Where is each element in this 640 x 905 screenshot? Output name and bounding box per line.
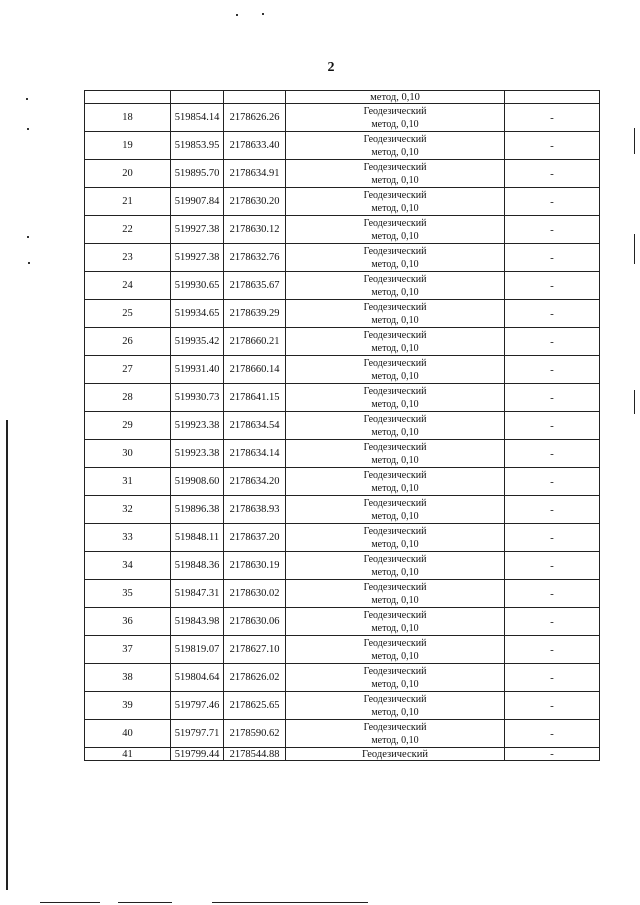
table-row <box>85 524 600 552</box>
cell-method <box>286 692 505 720</box>
method-line: Геодезический <box>363 301 427 313</box>
table-row <box>85 440 600 468</box>
method-line: Геодезический <box>363 189 427 201</box>
accuracy-line: метод, 0,10 <box>371 538 419 550</box>
cell-extra: - <box>505 440 600 468</box>
cell-x: 519896.38 <box>171 496 224 524</box>
cell-num: 29 <box>85 412 171 440</box>
method-line: Геодезический <box>363 469 427 481</box>
cell-num: 38 <box>85 664 171 692</box>
cell-y: 2178638.93 <box>224 496 286 524</box>
cell-extra: - <box>505 496 600 524</box>
method-line: Геодезический <box>363 133 427 145</box>
table-row <box>85 468 600 496</box>
method-line: Геодезический <box>363 217 427 229</box>
scan-edge-left <box>6 420 8 890</box>
accuracy-line: метод, 0,10 <box>371 510 419 522</box>
cell-extra: - <box>505 216 600 244</box>
accuracy-line: метод, 0,10 <box>371 118 419 130</box>
method-line: Геодезический <box>363 105 427 117</box>
accuracy-line: метод, 0,10 <box>371 678 419 690</box>
cell-method <box>286 216 505 244</box>
scan-edge-right <box>634 234 635 264</box>
accuracy-line: метод, 0,10 <box>371 398 419 410</box>
cell-y: 2178630.12 <box>224 216 286 244</box>
cell-x <box>171 91 224 104</box>
table-row <box>85 244 600 272</box>
accuracy-line: метод, 0,10 <box>371 146 419 158</box>
table-row <box>85 608 600 636</box>
cell-extra: - <box>505 580 600 608</box>
cell-num: 25 <box>85 300 171 328</box>
cell-num: 28 <box>85 384 171 412</box>
cell-y: 2178630.02 <box>224 580 286 608</box>
cell-x: 519847.31 <box>171 580 224 608</box>
table-row <box>85 300 600 328</box>
cell-y: 2178633.40 <box>224 132 286 160</box>
cell-x: 519895.70 <box>171 160 224 188</box>
coordinates-table-body <box>85 91 600 761</box>
cell-num: 40 <box>85 720 171 748</box>
cell-y: 2178639.29 <box>224 300 286 328</box>
cell-method <box>286 104 505 132</box>
method-line: Геодезический <box>363 553 427 565</box>
cell-x: 519799.44 <box>171 748 224 761</box>
cell-method <box>286 328 505 356</box>
cell-num: 37 <box>85 636 171 664</box>
cell-x: 519907.84 <box>171 188 224 216</box>
accuracy-line: метод, 0,10 <box>371 174 419 186</box>
method-line: Геодезический <box>363 441 427 453</box>
cell-method <box>286 664 505 692</box>
cell-num: 33 <box>85 524 171 552</box>
cell-num: 36 <box>85 608 171 636</box>
cell-num: 21 <box>85 188 171 216</box>
cell-num: 18 <box>85 104 171 132</box>
accuracy-line: метод, 0,10 <box>371 706 419 718</box>
cell-num: 24 <box>85 272 171 300</box>
accuracy-line: метод, 0,10 <box>371 566 419 578</box>
cell-y: 2178641.15 <box>224 384 286 412</box>
table-row <box>85 104 600 132</box>
table-row <box>85 720 600 748</box>
cell-num: 20 <box>85 160 171 188</box>
cell-num: 23 <box>85 244 171 272</box>
cell-num <box>85 91 171 104</box>
page-number: 2 <box>327 60 335 75</box>
cell-method <box>286 272 505 300</box>
accuracy-line: метод, 0,10 <box>371 426 419 438</box>
cell-extra: - <box>505 468 600 496</box>
scan-edge-bottom <box>212 902 368 903</box>
cell-y: 2178625.65 <box>224 692 286 720</box>
cell-method <box>286 160 505 188</box>
cell-x: 519908.60 <box>171 468 224 496</box>
cell-x: 519853.95 <box>171 132 224 160</box>
method-line: Геодезический <box>363 357 427 369</box>
cell-method <box>286 720 505 748</box>
cell-y: 2178544.88 <box>224 748 286 761</box>
cell-extra: - <box>505 552 600 580</box>
cell-num: 34 <box>85 552 171 580</box>
table-row <box>85 552 600 580</box>
cell-y: 2178630.06 <box>224 608 286 636</box>
accuracy-line: метод, 0,10 <box>371 286 419 298</box>
cell-method <box>286 608 505 636</box>
method-line: Геодезический <box>363 245 427 257</box>
table-row <box>85 580 600 608</box>
cell-y: 2178632.76 <box>224 244 286 272</box>
cell-extra: - <box>505 384 600 412</box>
cell-method <box>286 468 505 496</box>
method-line: Геодезический <box>363 609 427 621</box>
accuracy-line: метод, 0,10 <box>371 454 419 466</box>
cell-extra: - <box>505 664 600 692</box>
cell-method <box>286 132 505 160</box>
table-row <box>85 412 600 440</box>
scan-edge-right <box>634 390 635 414</box>
method-line: Геодезический <box>363 637 427 649</box>
method-line: Геодезический <box>363 497 427 509</box>
cell-method <box>286 188 505 216</box>
method-line: Геодезический <box>363 525 427 537</box>
method-line: Геодезический <box>363 273 427 285</box>
cell-x: 519923.38 <box>171 412 224 440</box>
cell-extra: - <box>505 300 600 328</box>
cell-x: 519927.38 <box>171 216 224 244</box>
table-row <box>85 216 600 244</box>
cell-method: Геодезический <box>286 748 505 761</box>
cell-y: 2178626.26 <box>224 104 286 132</box>
scan-speck <box>26 98 28 100</box>
cell-extra: - <box>505 132 600 160</box>
cell-method <box>286 300 505 328</box>
cell-y: 2178626.02 <box>224 664 286 692</box>
cell-num: 22 <box>85 216 171 244</box>
table-row <box>85 664 600 692</box>
cell-x: 519931.40 <box>171 356 224 384</box>
cell-extra: - <box>505 748 600 761</box>
cell-y: 2178627.10 <box>224 636 286 664</box>
cell-extra: - <box>505 692 600 720</box>
cell-method <box>286 356 505 384</box>
cell-x: 519848.36 <box>171 552 224 580</box>
cell-y: 2178637.20 <box>224 524 286 552</box>
cell-method <box>286 524 505 552</box>
table-row-continued <box>85 91 600 104</box>
cell-num: 26 <box>85 328 171 356</box>
accuracy-line: метод, 0,10 <box>371 314 419 326</box>
cell-method <box>286 636 505 664</box>
scan-speck <box>262 13 264 15</box>
cell-extra: - <box>505 188 600 216</box>
cell-x: 519819.07 <box>171 636 224 664</box>
cell-x: 519935.42 <box>171 328 224 356</box>
cell-method <box>286 384 505 412</box>
cell-method <box>286 580 505 608</box>
scan-edge-bottom <box>40 902 100 903</box>
accuracy-line: метод, 0,10 <box>371 734 419 746</box>
cell-num: 31 <box>85 468 171 496</box>
cell-num: 32 <box>85 496 171 524</box>
cell-x: 519848.11 <box>171 524 224 552</box>
cell-y: 2178630.20 <box>224 188 286 216</box>
scan-edge-right <box>634 128 635 154</box>
accuracy-line: метод, 0,10 <box>371 594 419 606</box>
accuracy-line: метод, 0,10 <box>371 622 419 634</box>
scan-speck <box>28 262 30 264</box>
cell-extra: - <box>505 524 600 552</box>
cell-extra <box>505 91 600 104</box>
method-line: Геодезический <box>363 329 427 341</box>
cell-y: 2178630.19 <box>224 552 286 580</box>
table-row <box>85 132 600 160</box>
cell-extra: - <box>505 608 600 636</box>
cell-y: 2178634.54 <box>224 412 286 440</box>
cell-x: 519927.38 <box>171 244 224 272</box>
cell-y: 2178660.14 <box>224 356 286 384</box>
cell-num: 27 <box>85 356 171 384</box>
accuracy-line: метод, 0,10 <box>371 650 419 662</box>
cell-extra: - <box>505 104 600 132</box>
method-line: Геодезический <box>363 581 427 593</box>
cell-method <box>286 496 505 524</box>
cell-extra: - <box>505 356 600 384</box>
table-row <box>85 272 600 300</box>
cell-extra: - <box>505 244 600 272</box>
accuracy-line: метод, 0,10 <box>371 258 419 270</box>
table-row <box>85 160 600 188</box>
cell-x: 519843.98 <box>171 608 224 636</box>
table-row <box>85 188 600 216</box>
method-line: Геодезический <box>363 161 427 173</box>
coordinates-table <box>84 90 600 761</box>
cell-x: 519854.14 <box>171 104 224 132</box>
cell-y: 2178635.67 <box>224 272 286 300</box>
method-line: Геодезический <box>363 721 427 733</box>
cell-num: 41 <box>85 748 171 761</box>
cell-method <box>286 412 505 440</box>
method-line: Геодезический <box>363 665 427 677</box>
scan-speck <box>27 236 29 238</box>
cell-y <box>224 91 286 104</box>
cell-extra: - <box>505 412 600 440</box>
table-row <box>85 384 600 412</box>
accuracy-line: метод, 0,10 <box>371 370 419 382</box>
table-row-last <box>85 748 600 761</box>
accuracy-line: метод, 0,10 <box>371 342 419 354</box>
cell-extra: - <box>505 328 600 356</box>
table-row <box>85 692 600 720</box>
cell-x: 519930.65 <box>171 272 224 300</box>
scan-speck <box>236 14 238 16</box>
cell-extra: - <box>505 272 600 300</box>
cell-extra: - <box>505 160 600 188</box>
cell-y: 2178634.91 <box>224 160 286 188</box>
cell-extra: - <box>505 636 600 664</box>
scan-speck <box>27 128 29 130</box>
method-line: Геодезический <box>363 693 427 705</box>
table-row <box>85 328 600 356</box>
accuracy-line: метод, 0,10 <box>371 202 419 214</box>
table-row <box>85 636 600 664</box>
cell-x: 519804.64 <box>171 664 224 692</box>
cell-num: 39 <box>85 692 171 720</box>
cell-method <box>286 244 505 272</box>
cell-y: 2178590.62 <box>224 720 286 748</box>
cell-method <box>286 440 505 468</box>
cell-method <box>286 552 505 580</box>
cell-extra: - <box>505 720 600 748</box>
table-row <box>85 496 600 524</box>
cell-num: 30 <box>85 440 171 468</box>
cell-x: 519797.71 <box>171 720 224 748</box>
cell-num: 35 <box>85 580 171 608</box>
cell-y: 2178634.20 <box>224 468 286 496</box>
cell-y: 2178634.14 <box>224 440 286 468</box>
cell-y: 2178660.21 <box>224 328 286 356</box>
method-line: Геодезический <box>363 385 427 397</box>
accuracy-line: метод, 0,10 <box>371 230 419 242</box>
cell-num: 19 <box>85 132 171 160</box>
cell-method: метод, 0,10 <box>286 91 505 104</box>
cell-x: 519934.65 <box>171 300 224 328</box>
method-line: Геодезический <box>363 413 427 425</box>
accuracy-line: метод, 0,10 <box>371 482 419 494</box>
table-row <box>85 356 600 384</box>
cell-x: 519930.73 <box>171 384 224 412</box>
cell-x: 519923.38 <box>171 440 224 468</box>
cell-x: 519797.46 <box>171 692 224 720</box>
scan-edge-bottom <box>118 902 172 903</box>
